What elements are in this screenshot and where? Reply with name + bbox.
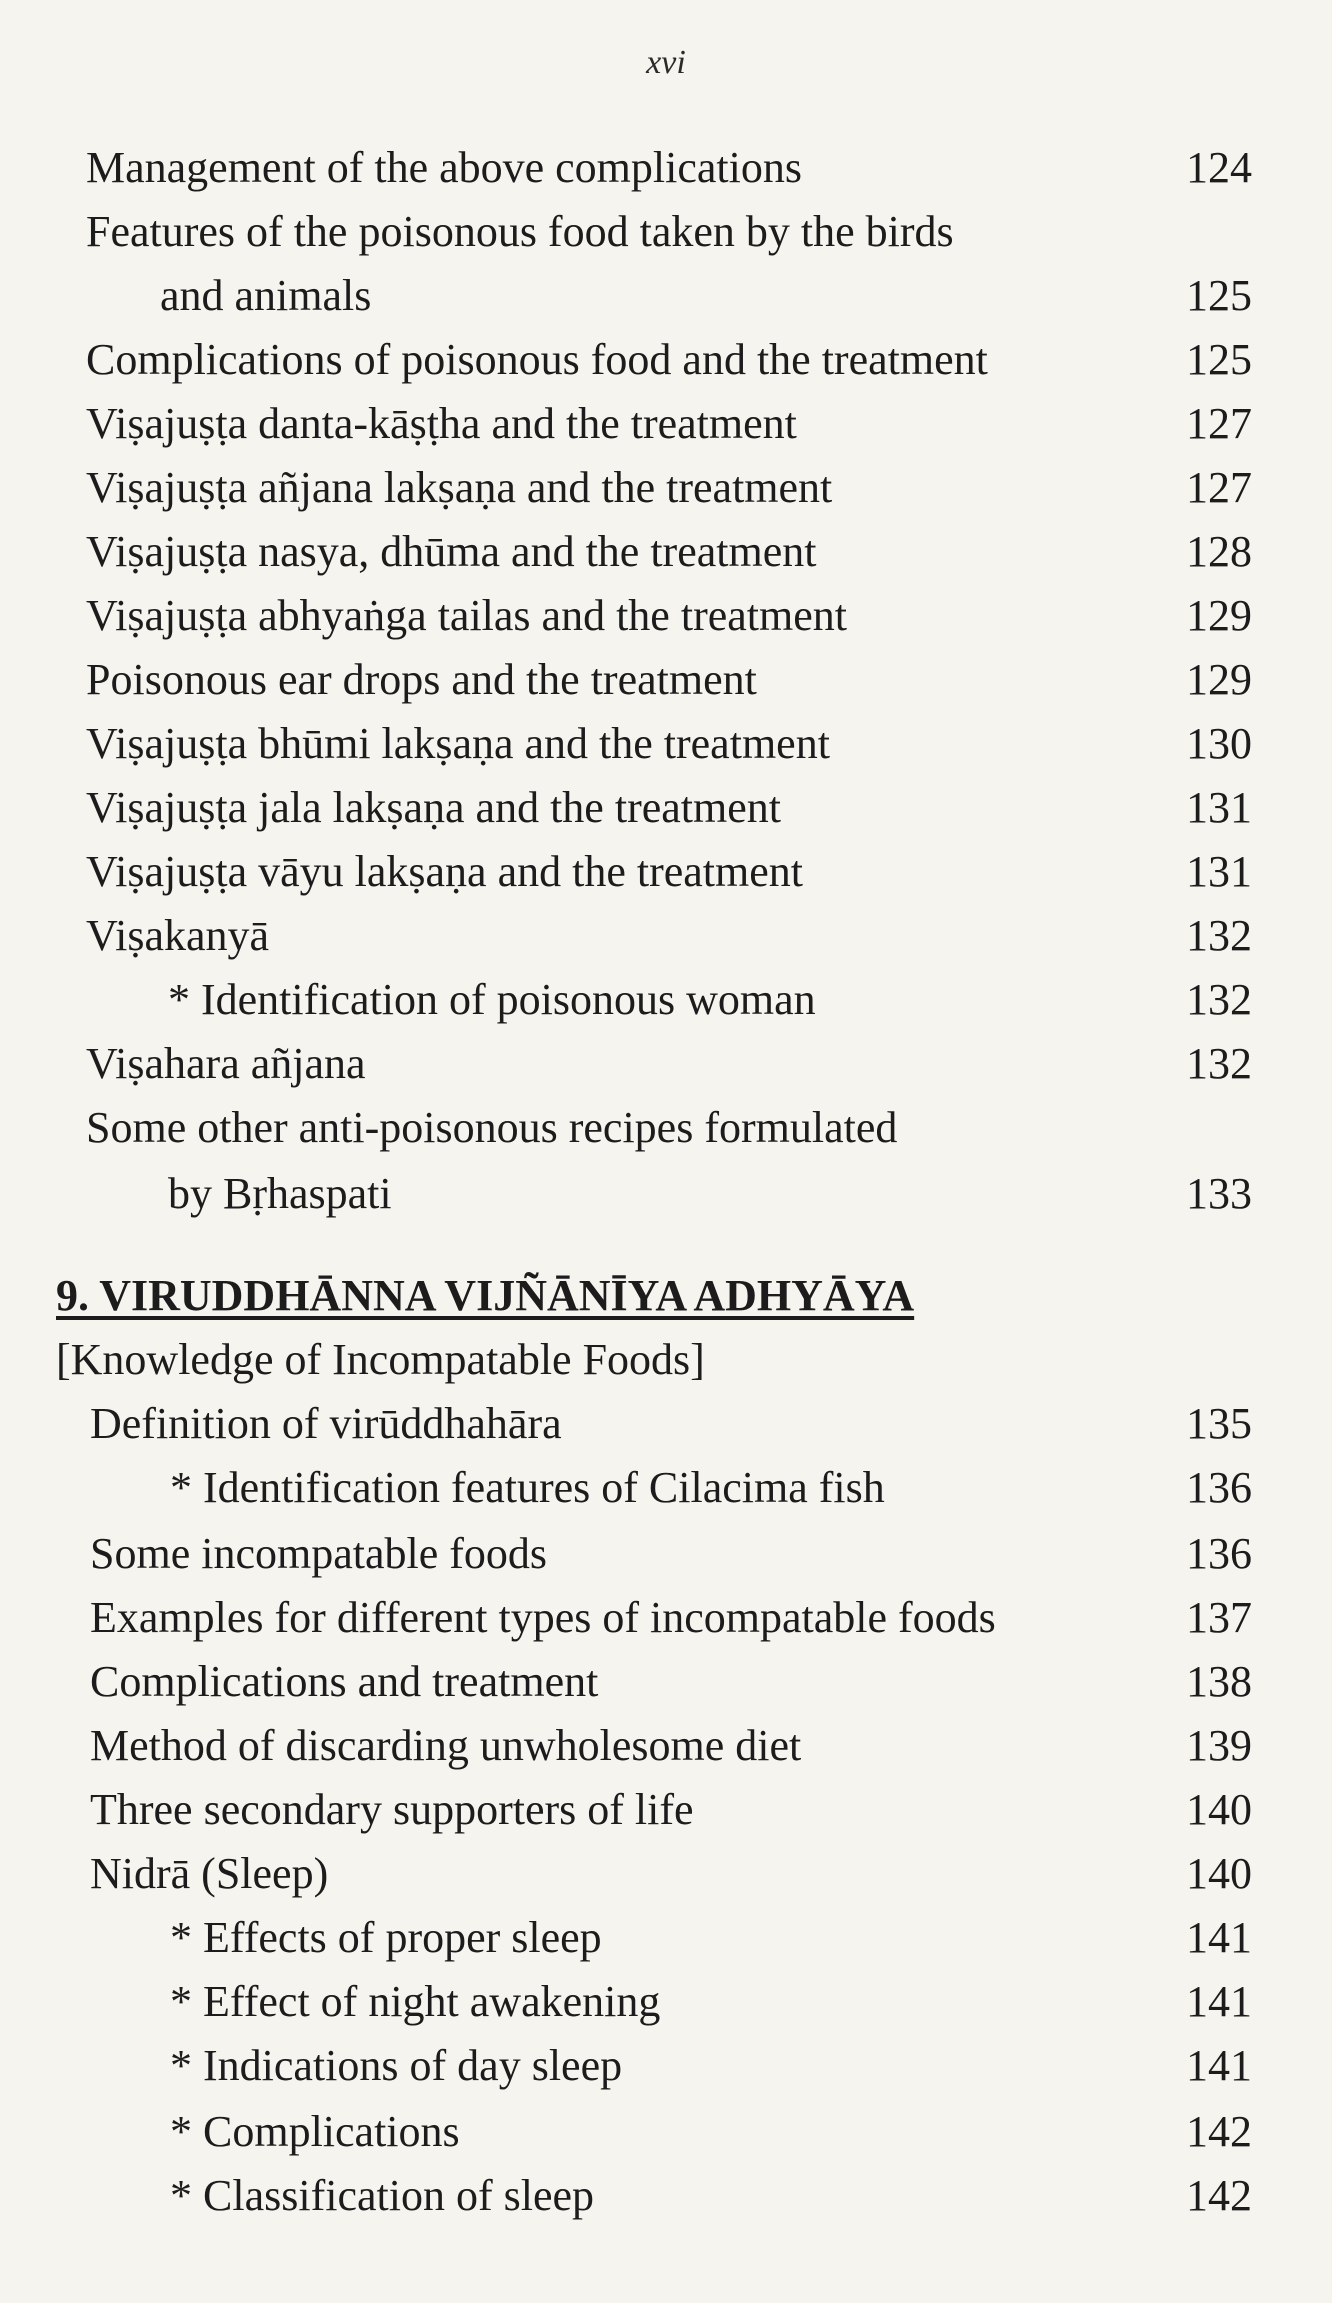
toc-entry-page: 136 — [1186, 1463, 1252, 1512]
toc-entry — [0, 202, 1332, 262]
toc-entry-page: 139 — [1186, 1721, 1252, 1770]
toc-entry-title: by Bṛhaspati — [168, 1169, 392, 1218]
toc-entry-page: 142 — [1186, 2107, 1252, 2156]
toc-entry — [0, 1524, 1332, 1584]
toc-entry — [0, 2036, 1332, 2096]
toc-entry-page: 129 — [1186, 655, 1252, 704]
toc-entry-title: Examples for different types of incompatable foods — [90, 1593, 996, 1642]
toc-entry — [0, 842, 1332, 902]
toc-entry — [0, 138, 1332, 198]
toc-entry-page: 130 — [1186, 719, 1252, 768]
toc-entry-page: 132 — [1186, 1039, 1252, 1088]
toc-entry-title: Poisonous ear drops and the treatment — [86, 655, 757, 704]
toc-entry-title: Nidrā (Sleep) — [90, 1849, 329, 1898]
toc-entry — [0, 394, 1332, 454]
toc-entry-page: 142 — [1186, 2171, 1252, 2220]
toc-entry-page: 129 — [1186, 591, 1252, 640]
toc-entry — [0, 1780, 1332, 1840]
toc-entry-title: Viṣajuṣṭa jala lakṣaṇa and the treatment — [86, 783, 781, 832]
toc-entry-title: Complications of poisonous food and the treatment — [86, 335, 988, 384]
toc-entry — [0, 330, 1332, 390]
toc-entry-page: 128 — [1186, 527, 1252, 576]
toc-entry — [0, 1716, 1332, 1776]
toc-entry-title: Viṣajuṣṭa nasya, dhūma and the treatment — [86, 527, 817, 576]
toc-entry — [0, 1588, 1332, 1648]
toc-entry-page: 141 — [1186, 2041, 1252, 2090]
toc-entry-page: 125 — [1186, 335, 1252, 384]
toc-entry-page: 132 — [1186, 911, 1252, 960]
toc-entry-title: Management of the above complications — [86, 143, 802, 192]
toc-entry-page: 137 — [1186, 1593, 1252, 1642]
toc-entry-title: Viṣajuṣṭa bhūmi lakṣaṇa and the treatment — [86, 719, 830, 768]
toc-entry-title: Viṣajuṣṭa abhyaṅga tailas and the treatment — [86, 591, 847, 640]
toc-entry-title: Viṣajuṣṭa vāyu lakṣaṇa and the treatment — [86, 847, 803, 896]
toc-entry-title: Viṣahara añjana — [86, 1039, 366, 1088]
toc-entry-title: * Complications — [170, 2107, 460, 2156]
toc-entry-page: 140 — [1186, 1849, 1252, 1898]
toc-entry — [0, 1458, 1332, 1518]
toc-entry-page: 124 — [1186, 143, 1252, 192]
toc-entry — [0, 458, 1332, 518]
toc-entry-title: * Identification features of Cilacima fish — [170, 1463, 885, 1512]
toc-entry — [0, 1908, 1332, 1968]
toc-entry-title: Complications and treatment — [90, 1657, 599, 1706]
toc-entry-page: 135 — [1186, 1399, 1252, 1448]
toc-entry-page: 136 — [1186, 1529, 1252, 1578]
toc-entry-title: Method of discarding unwholesome diet — [90, 1721, 802, 1770]
chapter-subtitle: [Knowledge of Incompatable Foods] — [56, 1335, 705, 1384]
toc-entry-page: 127 — [1186, 463, 1252, 512]
toc-entry — [0, 522, 1332, 582]
toc-entry-page: 131 — [1186, 847, 1252, 896]
toc-entry-title: * Classification of sleep — [170, 2171, 595, 2220]
toc-entry — [0, 1652, 1332, 1712]
toc-entry-title: Some incompatable foods — [90, 1529, 548, 1578]
toc-entry — [0, 778, 1332, 838]
toc-entry — [0, 1844, 1332, 1904]
toc-entry-page: 132 — [1186, 975, 1252, 1024]
toc-entry-title: Viṣakanyā — [86, 911, 270, 960]
toc-entry-page: 138 — [1186, 1657, 1252, 1706]
toc-entry-page: 140 — [1186, 1785, 1252, 1834]
toc-entry-title: Three secondary supporters of life — [90, 1785, 694, 1834]
toc-entry-page: 127 — [1186, 399, 1252, 448]
toc-entry-title: * Indications of day sleep — [170, 2041, 623, 2090]
toc-entry-page: 125 — [1186, 271, 1252, 320]
toc-entry-title: * Identification of poisonous woman — [168, 975, 816, 1024]
toc-entry-page: 133 — [1186, 1169, 1252, 1218]
toc-entry-page: 141 — [1186, 1913, 1252, 1962]
toc-entry — [0, 2166, 1332, 2226]
toc-entry — [0, 266, 1332, 326]
toc-entry — [0, 586, 1332, 646]
toc-entry-page: 131 — [1186, 783, 1252, 832]
toc-entry-title: Some other anti-poisonous recipes formulated — [86, 1103, 898, 1152]
toc-entry — [0, 1394, 1332, 1454]
toc-entry-title: and animals — [160, 271, 372, 320]
toc-entry-title: * Effect of night awakening — [170, 1977, 661, 2026]
toc-entry — [0, 650, 1332, 710]
toc-entry — [0, 906, 1332, 966]
toc-entry — [0, 970, 1332, 1030]
toc-entry-title: Definition of virūddhahāra — [90, 1399, 562, 1448]
toc-entry-title: Viṣajuṣṭa danta-kāṣṭha and the treatment — [86, 399, 797, 448]
toc-entry-title: Features of the poisonous food taken by the birds — [86, 207, 954, 256]
toc-entry — [0, 714, 1332, 774]
toc-entry — [0, 1098, 1332, 1158]
page-number: xvi — [646, 44, 686, 81]
toc-entry-page: 141 — [1186, 1977, 1252, 2026]
toc-entry — [0, 2102, 1332, 2162]
toc-entry — [0, 1164, 1332, 1224]
toc-entry — [0, 1034, 1332, 1094]
toc-entry-title: * Effects of proper sleep — [170, 1913, 602, 1962]
toc-entry-title: Viṣajuṣṭa añjana lakṣaṇa and the treatment — [86, 463, 833, 512]
toc-entry — [0, 1972, 1332, 2032]
chapter-heading: 9. VIRUDDHĀNNA VIJÑĀNĪYA ADHYĀYA — [56, 1271, 915, 1320]
